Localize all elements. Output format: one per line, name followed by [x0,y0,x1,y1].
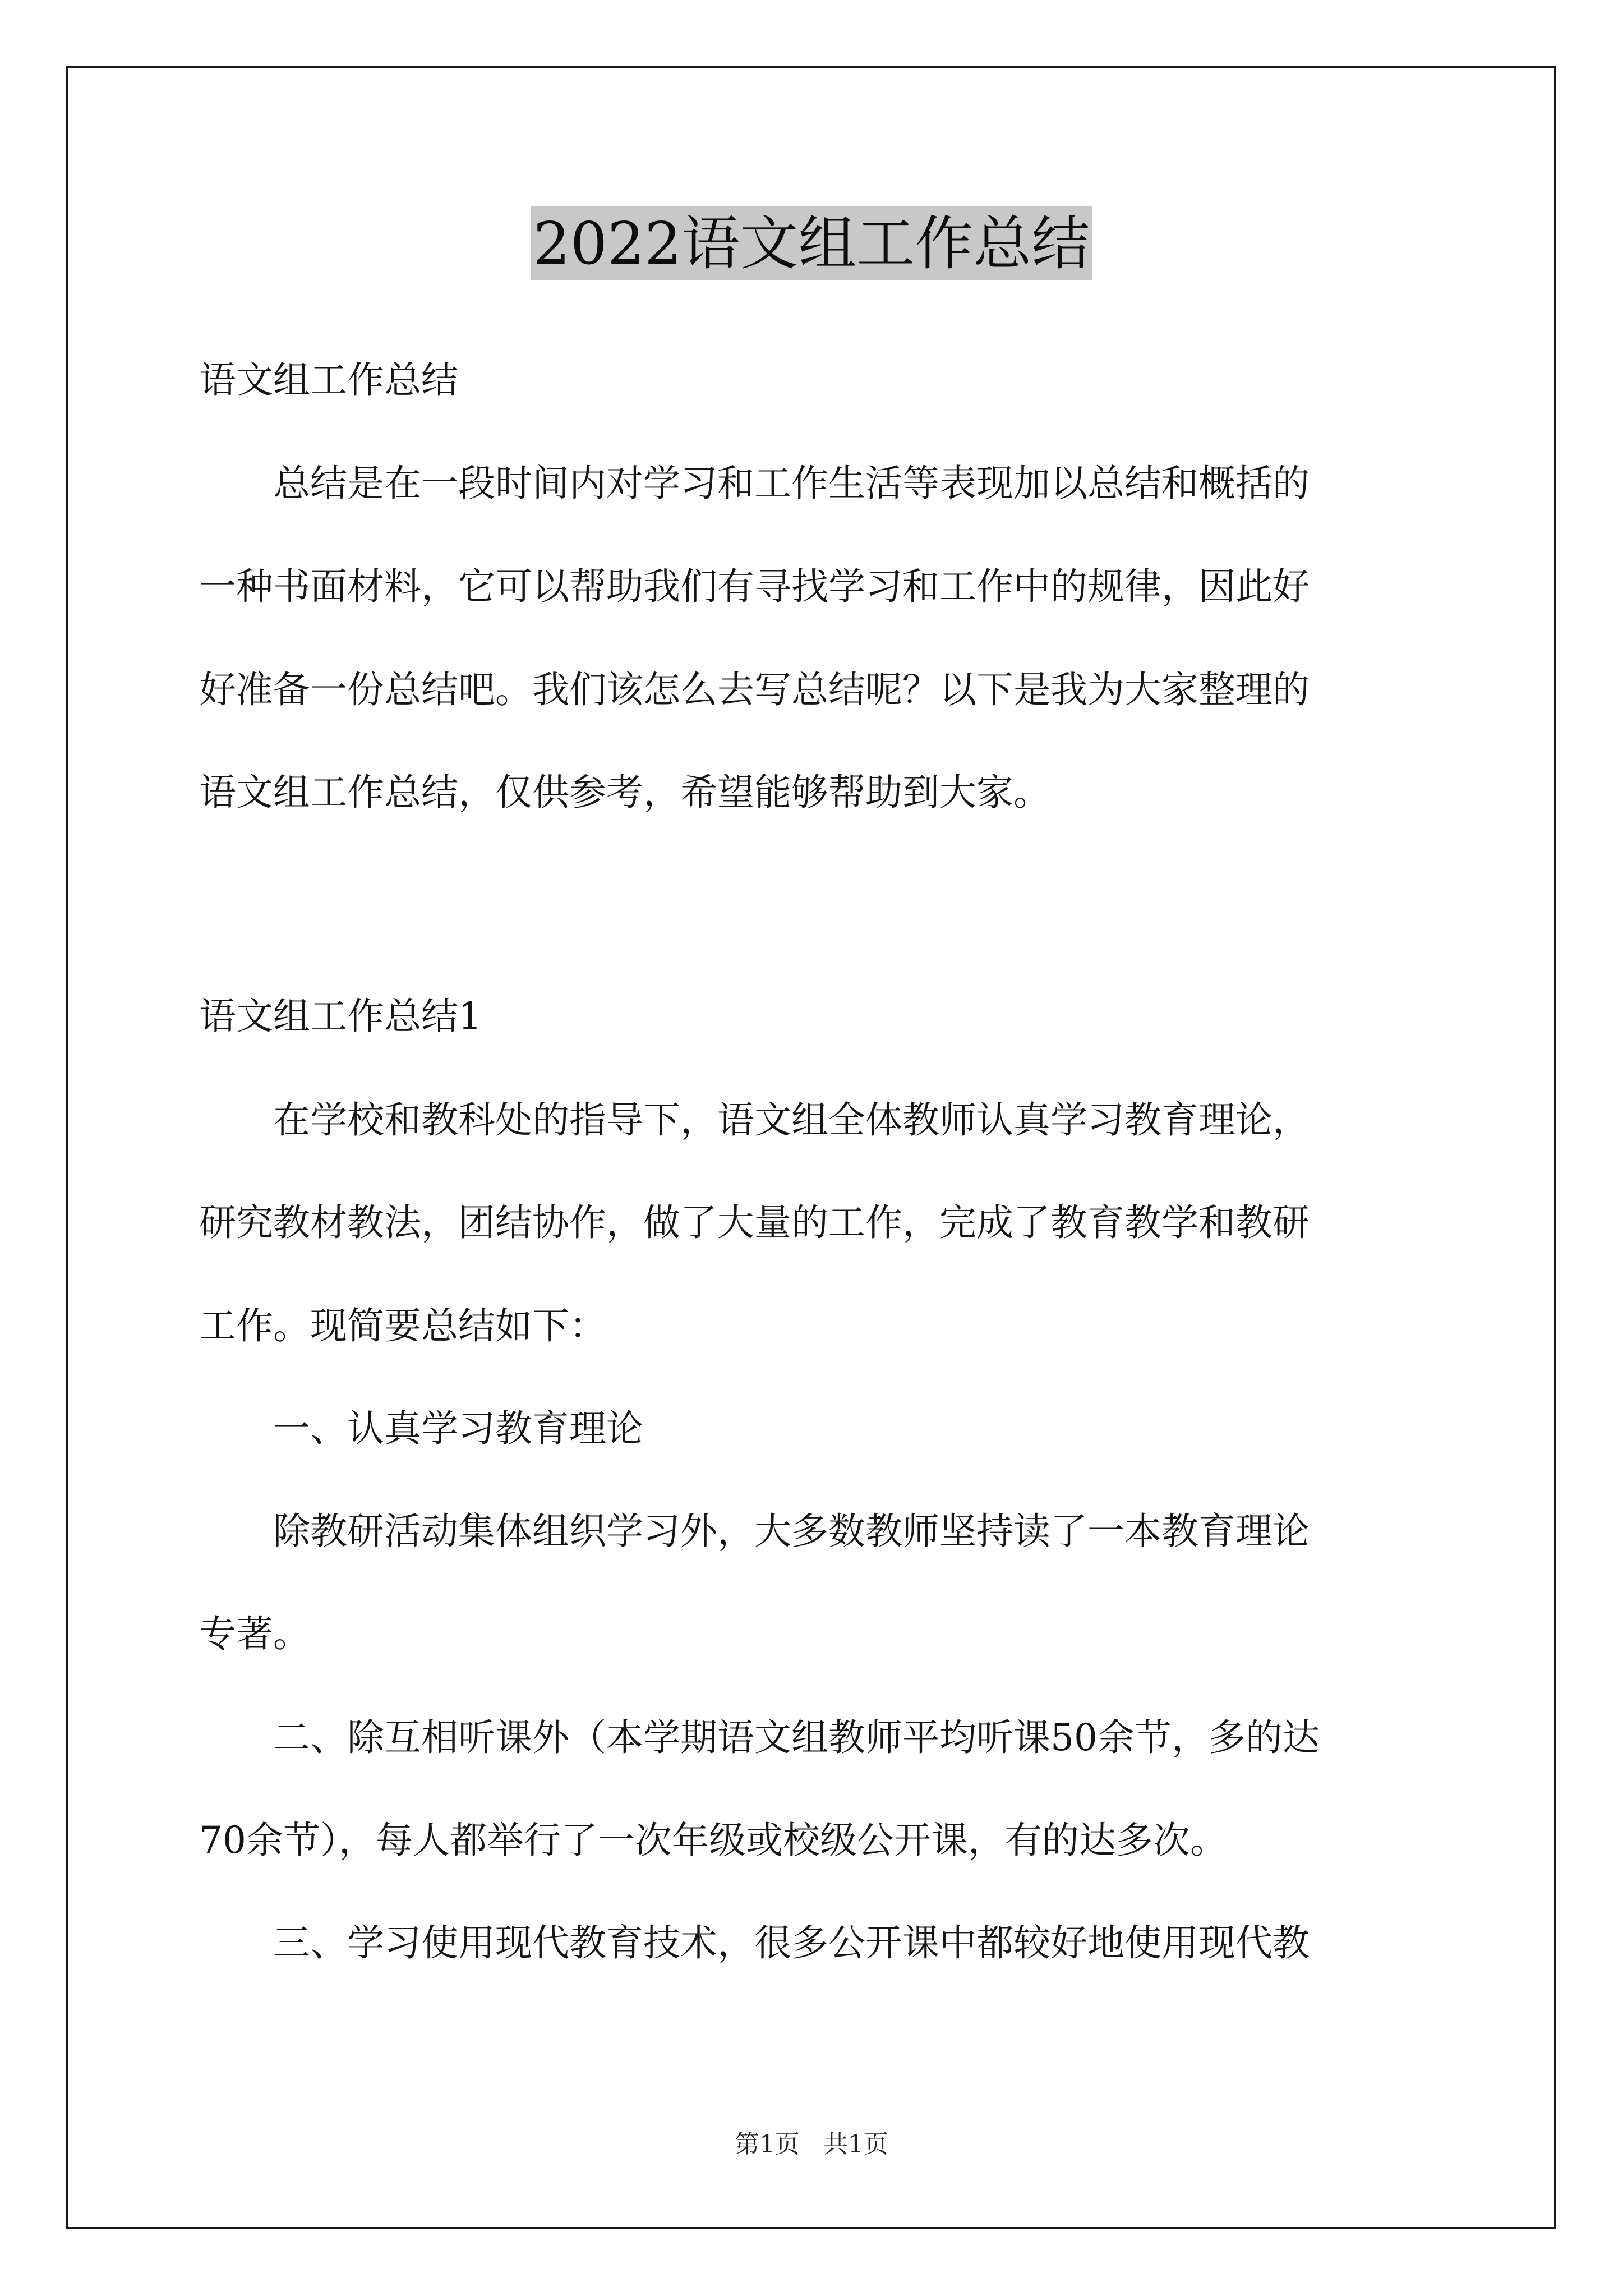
paragraph-line: 70余节），每人都举行了一次年级或校级公开课，有的达多次。 [199,1819,1227,1862]
section-heading: 语文组工作总结 [199,358,458,402]
section-heading: 语文组工作总结1 [199,995,482,1038]
paragraph-line: 除教研活动集体组织学习外，大多数教师坚持读了一本教育理论 [199,1510,1310,1553]
paragraph-line: 工作。现简要总结如下： [199,1304,606,1347]
page-footer [0,2129,1623,2160]
paragraph-line: 好准备一份总结吧。我们该怎么去写总结呢？以下是我为大家整理的 [199,668,1310,711]
paragraph-line: 专著。 [199,1612,310,1655]
document-title: 2022语文组工作总结 [531,206,1092,280]
paragraph-line: 研究教材教法，团结协作，做了大量的工作，完成了教育教学和教研 [199,1201,1310,1244]
paragraph-line: 总结是在一段时间内对学习和工作生活等表现加以总结和概括的 [199,462,1310,505]
title-container [0,206,1623,280]
paragraph-line: 二、除互相听课外（本学期语文组教师平均听课50余节，多的达 [199,1716,1320,1759]
page-number: 第1页 [735,2130,800,2159]
page-total: 共1页 [823,2130,888,2159]
paragraph-line: 一种书面材料，它可以帮助我们有寻找学习和工作中的规律，因此好 [199,565,1310,608]
paragraph-line: 在学校和教科处的指导下，语文组全体教师认真学习教育理论， [199,1098,1310,1142]
paragraph-line: 语文组工作总结，仅供参考，希望能够帮助到大家。 [199,771,1050,814]
subsection-heading: 一、认真学习教育理论 [199,1407,643,1450]
paragraph-line: 三、学习使用现代教育技术，很多公开课中都较好地使用现代教 [199,1921,1310,1964]
